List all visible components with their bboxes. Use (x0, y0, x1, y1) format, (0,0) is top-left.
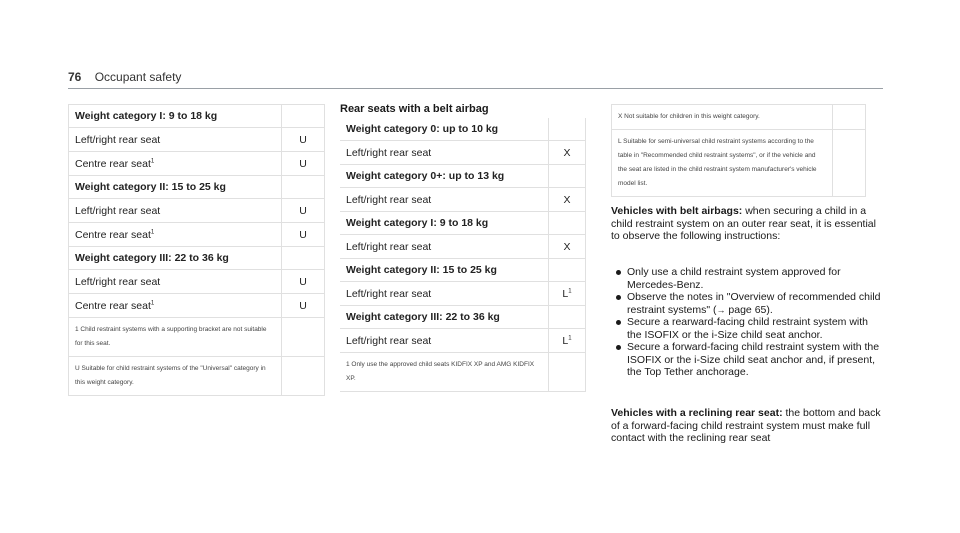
row-label-text: Left/right rear seat (346, 240, 432, 253)
row-value-text: X (563, 193, 571, 206)
row-label-text: Left/right rear seat (346, 146, 432, 159)
row-label (69, 357, 282, 396)
table-row (69, 199, 325, 223)
arrow-right-icon: → (716, 304, 726, 315)
row-value (549, 329, 586, 353)
row-label-text: Weight category III: 22 to 36 kg (75, 252, 229, 264)
list-item (611, 316, 881, 341)
row-label (69, 199, 282, 223)
row-value (549, 353, 586, 392)
list-item-text-end: ). (766, 303, 773, 316)
list-item-text: Secure a forward-facing child restraint system with the ISOFIX or the i-Size child seat anchor and, if present, the Top Tether anchorage. (627, 341, 880, 378)
row-label (612, 130, 833, 197)
row-value (282, 176, 325, 199)
row-value (549, 188, 586, 212)
row-value (282, 247, 325, 270)
row-label-text: Weight category I: 9 to 18 kg (75, 110, 218, 122)
row-value (282, 357, 325, 396)
footnote-marker: 1 (150, 229, 155, 235)
list-item (611, 341, 881, 379)
row-value (549, 141, 586, 165)
belt-airbag-text: when securing a child in a child restraint system on an outer rear seat, it is essential to observe the following instructions: (611, 205, 876, 242)
row-label (69, 247, 282, 270)
row-label (340, 118, 549, 141)
list-item-text: Observe the notes in "Overview of recommended child restraint systems" ( (627, 291, 881, 316)
reclining-seat-paragraph (611, 407, 881, 445)
row-label-text: U Suitable for child restraint systems of the "Universal" category in this weight category. (75, 365, 266, 386)
row-value-text: X (563, 240, 571, 253)
row-label (340, 259, 549, 282)
row-label-text: Centre rear seat (75, 299, 151, 312)
category-row (69, 176, 325, 199)
row-label-text: Weight category II: 15 to 25 kg (75, 181, 226, 193)
row-label-text: L Suitable for semi-universal child restraint systems according to the table in "Recommended child restraint systems", or if the vehicle and the seat are listed in the child restraint system manufacturer's vehicle model list. (618, 138, 817, 187)
row-label-text: Left/right rear seat (346, 334, 432, 347)
table-row (340, 188, 586, 212)
note-row (69, 357, 325, 396)
list-item (611, 266, 881, 291)
bullet-icon (616, 295, 621, 300)
row-value (282, 318, 325, 357)
note-row (612, 105, 866, 130)
row-value (549, 212, 586, 235)
row-value-text: U (299, 275, 307, 288)
row-value-text: U (299, 157, 307, 170)
list-item-text: Secure a rearward-facing child restraint system with the ISOFIX or the i-Size child seat anchor. (627, 316, 869, 341)
row-value (833, 130, 866, 197)
list-item (611, 291, 881, 316)
row-label (612, 105, 833, 130)
footnote-marker: 1 (150, 300, 155, 306)
row-label-text: Centre rear seat (75, 228, 151, 241)
row-value-text: U (299, 133, 307, 146)
row-value (282, 270, 325, 294)
category-row (69, 247, 325, 270)
child-seat-table-2 (340, 118, 586, 392)
row-value (282, 199, 325, 223)
row-value (833, 105, 866, 130)
row-label (340, 329, 549, 353)
category-row (340, 259, 586, 282)
footnote-marker: 1 (568, 288, 572, 294)
row-value-text: U (299, 228, 307, 241)
belt-airbag-paragraph (611, 205, 881, 243)
row-label-text: Weight category 0+: up to 13 kg (346, 170, 505, 182)
belt-airbag-table-title: Rear seats with a belt airbag (340, 103, 489, 115)
row-label-text: Weight category I: 9 to 18 kg (346, 217, 489, 229)
row-label (340, 141, 549, 165)
note-row (612, 130, 866, 197)
row-value (282, 294, 325, 318)
row-value (282, 152, 325, 176)
row-label-text: Left/right rear seat (346, 287, 432, 300)
row-value (282, 223, 325, 247)
row-label (340, 212, 549, 235)
page-number: 76 (68, 70, 82, 84)
row-label-text: 1 Only use the approved child seats KIDFIX XP and AMG KIDFIX XP. (346, 361, 535, 382)
instruction-list (611, 266, 881, 379)
table-row (340, 141, 586, 165)
footnote-marker: 1 (150, 158, 155, 164)
row-label-text: Weight category II: 15 to 25 kg (346, 264, 497, 276)
row-label-text: Centre rear seat (75, 157, 151, 170)
page-header (68, 70, 181, 84)
category-row (69, 105, 325, 128)
row-label (69, 105, 282, 128)
row-value (282, 128, 325, 152)
row-label (340, 306, 549, 329)
table-row (340, 282, 586, 306)
list-item-text: Only use a child restraint system approved for Mercedes-Benz. (627, 266, 841, 291)
row-label (69, 223, 282, 247)
row-value-text: U (299, 299, 307, 312)
bullet-icon (616, 320, 621, 325)
table-row (69, 294, 325, 318)
row-value-text: L (562, 287, 569, 300)
category-row (340, 306, 586, 329)
legend-table (611, 104, 866, 197)
bullet-icon (616, 345, 621, 350)
header-rule (68, 88, 883, 89)
footnote-marker: 1 (568, 335, 572, 341)
row-label-text: Weight category 0: up to 10 kg (346, 123, 499, 135)
reclining-seat-text: the bottom and back of a forward-facing child restraint system must make full contact with the reclining rear seat (611, 407, 881, 444)
row-label (69, 152, 282, 176)
row-value (549, 235, 586, 259)
row-label-text: Left/right rear seat (75, 204, 161, 217)
row-label (340, 165, 549, 188)
child-seat-table-1 (68, 104, 325, 396)
row-label-text: Weight category III: 22 to 36 kg (346, 311, 500, 323)
category-row (340, 212, 586, 235)
row-value (549, 259, 586, 282)
row-label (340, 235, 549, 259)
table-row (69, 128, 325, 152)
row-value-text: U (299, 204, 307, 217)
row-value (549, 118, 586, 141)
row-value-text: L (562, 334, 569, 347)
bullet-icon (616, 270, 621, 275)
row-label (340, 353, 549, 392)
section-title: Occupant safety (94, 70, 182, 84)
note-row (340, 353, 586, 392)
row-value (549, 306, 586, 329)
table-row (69, 270, 325, 294)
belt-airbag-heading: Vehicles with belt airbags: (611, 205, 743, 217)
row-value (282, 105, 325, 128)
row-value-text: X (563, 146, 571, 159)
category-row (340, 118, 586, 141)
table-row (340, 235, 586, 259)
row-label (69, 318, 282, 357)
row-label-text: 1 Child restraint systems with a supporting bracket are not suitable for this seat. (75, 326, 267, 347)
row-label-text: Left/right rear seat (346, 193, 432, 206)
table-row (69, 223, 325, 247)
row-value (549, 165, 586, 188)
reclining-seat-heading: Vehicles with a reclining rear seat: (611, 407, 783, 419)
row-label-text: Left/right rear seat (75, 133, 161, 146)
row-value (549, 282, 586, 306)
category-row (340, 165, 586, 188)
row-label (69, 128, 282, 152)
note-row (69, 318, 325, 357)
row-label (69, 176, 282, 199)
table-row (340, 329, 586, 353)
row-label (340, 282, 549, 306)
page-ref-link[interactable]: page 65 (725, 303, 767, 316)
row-label (69, 294, 282, 318)
row-label-text: X Not suitable for children in this weight category. (618, 113, 760, 120)
row-label (340, 188, 549, 212)
table-row (69, 152, 325, 176)
row-label (69, 270, 282, 294)
row-label-text: Left/right rear seat (75, 275, 161, 288)
